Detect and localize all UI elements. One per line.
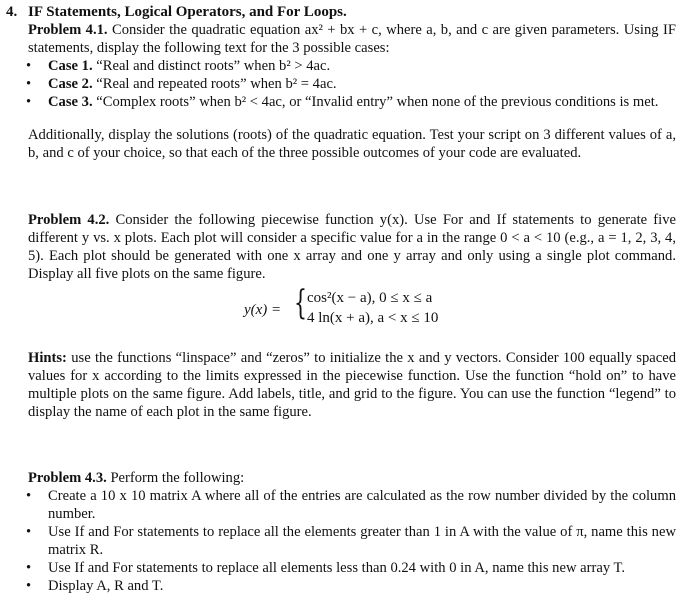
bullet-icon: • [26,76,32,92]
case-1-text: “Real and distinct roots” when b² > 4ac. [96,58,331,74]
case-1-label: Case 1. [48,58,93,74]
case-3-item [26,93,676,111]
bullet-icon: • [26,578,32,594]
equation-line-1: cos²(x − a), 0 ≤ x ≤ a [307,290,433,306]
section-heading [6,3,347,21]
problem-4-1-additional: Additionally, display the solutions (roots) of the quadratic equation. Test your script on 3 different values of a, b, and c of your choice, so that each of the three possible outcomes of your code are evaluated. [28,127,676,161]
case-3-text: “Complex roots” when b² < 4ac, or “Invalid entry” when none of the previous conditions is met. [96,94,659,110]
list-item [26,577,676,595]
problem-4-3-intro [28,469,676,487]
brace-icon: { [294,283,307,323]
case-2-text: “Real and repeated roots” when b² = 4ac. [96,76,337,92]
list-item-text: Use If and For statements to replace all elements less than 0.24 with 0 in A, name this new array T. [48,560,625,576]
bullet-icon: • [26,488,32,504]
section-title: IF Statements, Logical Operators, and For Loops. [28,4,347,20]
list-item-text: Use If and For statements to replace all the elements greater than 1 in A with the value of π, name this new matrix R. [48,524,676,558]
problem-4-2-text: Consider the following piecewise function y(x). Use For and If statements to generate five different y vs. x plots. Each plot will consider a specific value for a in the range 0 < a < 10 (e.g., a = 1, 2, 3, 4, 5). Each plot should be generated with one x array and one y array and only using a single plot command. Display all five plots on the same figure. [28,212,676,282]
list-item-text: Display A, R and T. [48,578,164,594]
bullet-icon: • [26,560,32,576]
problem-4-3-text: Perform the following: [110,470,245,486]
equation-lhs: y(x) = [244,302,282,318]
list-item [26,487,676,523]
bullet-icon: • [26,524,32,540]
equation-line-2: 4 ln(x + a), a < x ≤ 10 [307,310,439,326]
list-item [26,559,676,577]
problem-4-2-label: Problem 4.2. [28,212,110,228]
list-item-text: Create a 10 x 10 matrix A where all of the entries are calculated as the row number divided by the column number. [48,488,676,522]
hints-text: use the functions “linspace” and “zeros” to initialize the x and y vectors. Consider 100 equally spaced values for x according to the limits expressed in the piecewise function. Use the function “hold on” to have multiple plots on the same figure. Add labels, title, and grid to the figure. You can use the function “legend” to display the name of each plot in the same figure. [28,350,676,420]
problem-4-2-text-block [28,211,676,283]
hints-paragraph [28,349,676,421]
problem-4-3-label: Problem 4.3. [28,470,107,486]
problem-4-1-intro [28,21,676,57]
list-item [26,523,676,559]
case-2-label: Case 2. [48,76,93,92]
case-3-label: Case 3. [48,94,93,110]
problem-4-1-label: Problem 4.1. [28,22,108,38]
problem-4-1-text: Consider the quadratic equation ax² + bx + c, where a, b, and c are given parameters. Using IF statements, display the following text for the 3 possible cases: [28,22,676,56]
case-2-item [26,75,676,93]
bullet-icon: • [26,94,32,110]
case-1-item [26,57,676,75]
bullet-icon: • [26,58,32,74]
section-number: 4. [6,4,18,20]
hints-label: Hints: [28,350,67,366]
